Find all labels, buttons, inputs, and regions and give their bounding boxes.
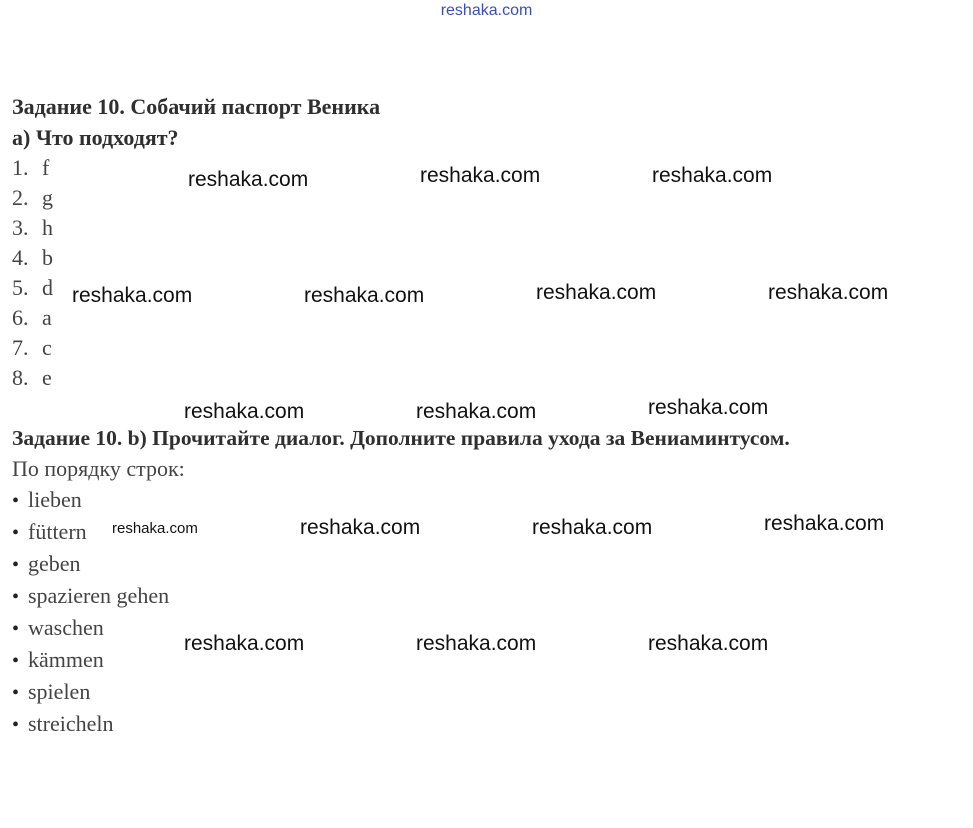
watermark: reshaka.com <box>304 284 425 307</box>
watermark: reshaka.com <box>72 284 193 307</box>
watermark: reshaka.com <box>648 632 769 655</box>
task-a-title: Задание 10. Собачий паспорт Веника <box>12 94 381 119</box>
task-a-question: а) Что подходят? <box>12 125 179 150</box>
list-item: 3. h <box>12 215 53 240</box>
task-b-intro: По порядку строк: <box>12 456 185 481</box>
watermark: reshaka.com <box>184 632 305 655</box>
answer-list <box>12 153 53 393</box>
watermark: reshaka.com <box>652 164 773 187</box>
watermark: reshaka.com <box>420 164 541 187</box>
list-item: 4. b <box>12 245 53 270</box>
list-item: • streicheln <box>12 711 114 736</box>
watermark: reshaka.com <box>416 632 537 655</box>
list-item: • lieben <box>12 487 82 512</box>
list-item: • waschen <box>12 615 104 640</box>
list-item: • spazieren gehen <box>12 583 170 608</box>
watermark: reshaka.com <box>300 516 421 539</box>
list-item: • füttern <box>12 519 87 544</box>
list-item: 5. d <box>12 275 53 300</box>
watermark: reshaka.com <box>532 516 653 539</box>
list-item: 1. f <box>12 155 50 180</box>
watermark: reshaka.com <box>188 168 309 191</box>
watermark: reshaka.com <box>536 281 657 304</box>
list-item: 6. a <box>12 305 52 330</box>
task-b-title: Задание 10. b) Прочитайте диалог. Дополните правила ухода за Вениаминтусом. <box>12 426 790 450</box>
list-item: 7. c <box>12 335 52 360</box>
watermark: reshaka.com <box>112 520 198 537</box>
list-item: • kämmen <box>12 647 104 672</box>
watermark: reshaka.com <box>768 281 889 304</box>
list-item: 8. e <box>12 365 52 390</box>
list-item: • geben <box>12 551 81 576</box>
watermark: reshaka.com <box>764 512 885 535</box>
list-item: • spielen <box>12 679 91 704</box>
watermark: reshaka.com <box>648 396 769 419</box>
watermark: reshaka.com <box>184 400 305 423</box>
watermark: reshaka.com <box>416 400 537 423</box>
list-item: 2. g <box>12 185 53 210</box>
header-watermark: reshaka.com <box>440 2 533 19</box>
